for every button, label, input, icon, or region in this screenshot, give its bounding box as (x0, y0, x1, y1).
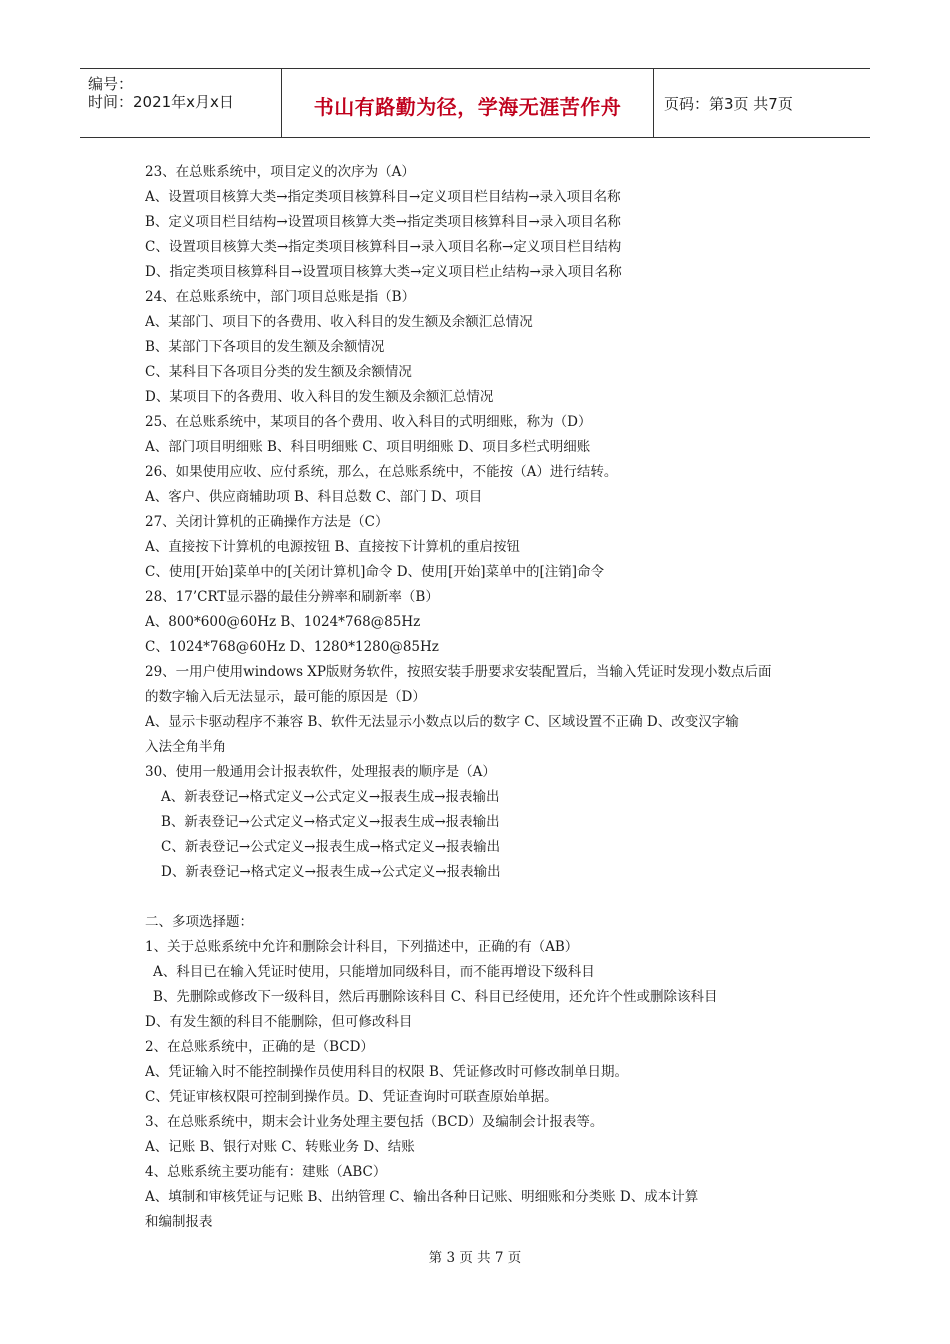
document-body (145, 160, 815, 1235)
mc-question-1: 1、关于总账系统中允许和删除会计科目，下列描述中，正确的有（AB） (145, 939, 579, 955)
q29-options-line1: A、显示卡驱动程序不兼容 B、软件无法显示小数点以后的数字 C、区域设置不正确 D、改变汉字输 (145, 714, 739, 730)
q24-option-a: A、某部门、项目下的各费用、收入科目的发生额及余额汇总情况 (145, 314, 533, 330)
q30-option-a: A、新表登记→格式定义→公式定义→报表生成→报表输出 (161, 789, 500, 805)
section-heading-multiple-choice: 二、多项选择题： (145, 914, 253, 930)
question-23: 23、在总账系统中，项目定义的次序为（A） (145, 164, 415, 180)
q24-option-b: B、某部门下各项目的发生额及余额情况 (145, 339, 385, 355)
q23-option-d: D、指定类项目核算科目→设置项目核算大类→定义项目栏止结构→录入项目名称 (145, 264, 622, 280)
q28-options-cd: C、1024*768@60Hz D、1280*1280@85Hz (145, 639, 439, 655)
mc-question-3: 3、在总账系统中，期末会计业务处理主要包括（BCD）及编制会计报表等。 (145, 1114, 604, 1130)
q23-option-b: B、定义项目栏目结构→设置项目核算大类→指定类项目核算科目→录入项目名称 (145, 214, 621, 230)
question-30: 30、使用一般通用会计报表软件，处理报表的顺序是（A） (145, 764, 496, 780)
mc1-option-d: D、有发生额的科目不能删除，但可修改科目 (145, 1014, 413, 1030)
mc1-option-a: A、科目已在输入凭证时使用，只能增加同级科目，而不能再增设下级科目 (153, 964, 595, 980)
header-page-label: 页码：第3页 共7页 (664, 95, 793, 113)
mc2-options-ab: A、凭证输入时不能控制操作员使用科目的权限 B、凭证修改时可修改制单日期。 (145, 1064, 628, 1080)
mc4-options-line2: 和编制报表 (145, 1214, 213, 1230)
q25-options: A、部门项目明细账 B、科目明细账 C、项目明细账 D、项目多栏式明细账 (145, 439, 591, 455)
question-25: 25、在总账系统中，某项目的各个费用、收入科目的式明细账，称为（D） (145, 414, 592, 430)
question-24: 24、在总账系统中，部门项目总账是指（B） (145, 289, 416, 305)
section-gap (145, 885, 815, 910)
q24-option-d: D、某项目下的各费用、收入科目的发生额及余额汇总情况 (145, 389, 494, 405)
header-motto: 书山有路勤为径，学海无涯苦作舟 (313, 95, 622, 119)
question-27: 27、关闭计算机的正确操作方法是（C） (145, 514, 389, 530)
q28-options-ab: A、800*600@60Hz B、1024*768@85Hz (145, 614, 421, 630)
q30-option-c: C、新表登记→公式定义→报表生成→格式定义→报表输出 (161, 839, 501, 855)
q27-options-cd: C、使用[开始]菜单中的[关闭计算机]命令 D、使用[开始]菜单中的[注销]命令 (145, 564, 605, 580)
header-time-label: 时间：2021年x月x日 (88, 93, 234, 111)
q23-option-a: A、设置项目核算大类→指定类项目核算科目→定义项目栏目结构→录入项目名称 (145, 189, 621, 205)
q27-options-ab: A、直接按下计算机的电源按钮 B、直接按下计算机的重启按钮 (145, 539, 520, 555)
mc4-options-line1: A、填制和审核凭证与记账 B、出纳管理 C、输出各种日记账、明细账和分类账 D、成本计算 (145, 1189, 699, 1205)
q30-option-b: B、新表登记→公式定义→格式定义→报表生成→报表输出 (161, 814, 500, 830)
q30-option-d: D、新表登记→格式定义→报表生成→公式定义→报表输出 (161, 864, 501, 880)
q26-options: A、客户、供应商辅助项 B、科目总数 C、部门 D、项目 (145, 489, 483, 505)
question-29-line1: 29、一用户使用windows XP版财务软件，按照安装手册要求安装配置后，当输入凭证时发现小数点后面 (145, 664, 772, 680)
page-footer: 第 3 页 共 7 页 (428, 1250, 522, 1266)
mc3-options: A、记账 B、银行对账 C、转账业务 D、结账 (145, 1139, 415, 1155)
page-header (80, 68, 870, 138)
mc-question-2: 2、在总账系统中，正确的是（BCD） (145, 1039, 374, 1055)
header-info-cell (80, 69, 282, 137)
q29-options-line2: 入法全角半角 (145, 739, 226, 755)
header-page-cell (654, 69, 870, 137)
header-number-label: 编号： (88, 75, 134, 93)
header-motto-cell (282, 69, 654, 137)
q24-option-c: C、某科目下各项目分类的发生额及余额情况 (145, 364, 412, 380)
mc-question-4: 4、总账系统主要功能有：建账（ABC） (145, 1164, 387, 1180)
question-28: 28、17’CRT显示器的最佳分辨率和刷新率（B） (145, 589, 439, 605)
mc2-options-cd: C、凭证审核权限可控制到操作员。D、凭证查询时可联查原始单据。 (145, 1089, 558, 1105)
question-26: 26、如果使用应收、应付系统，那么，在总账系统中，不能按（A）进行结转。 (145, 464, 618, 480)
q23-option-c: C、设置项目核算大类→指定类项目核算科目→录入项目名称→定义项目栏目结构 (145, 239, 622, 255)
question-29-line2: 的数字输入后无法显示，最可能的原因是（D） (145, 689, 426, 705)
mc1-options-bc: B、先删除或修改下一级科目，然后再删除该科目 C、科目已经使用，还允许个性或删除该科目 (153, 989, 718, 1005)
